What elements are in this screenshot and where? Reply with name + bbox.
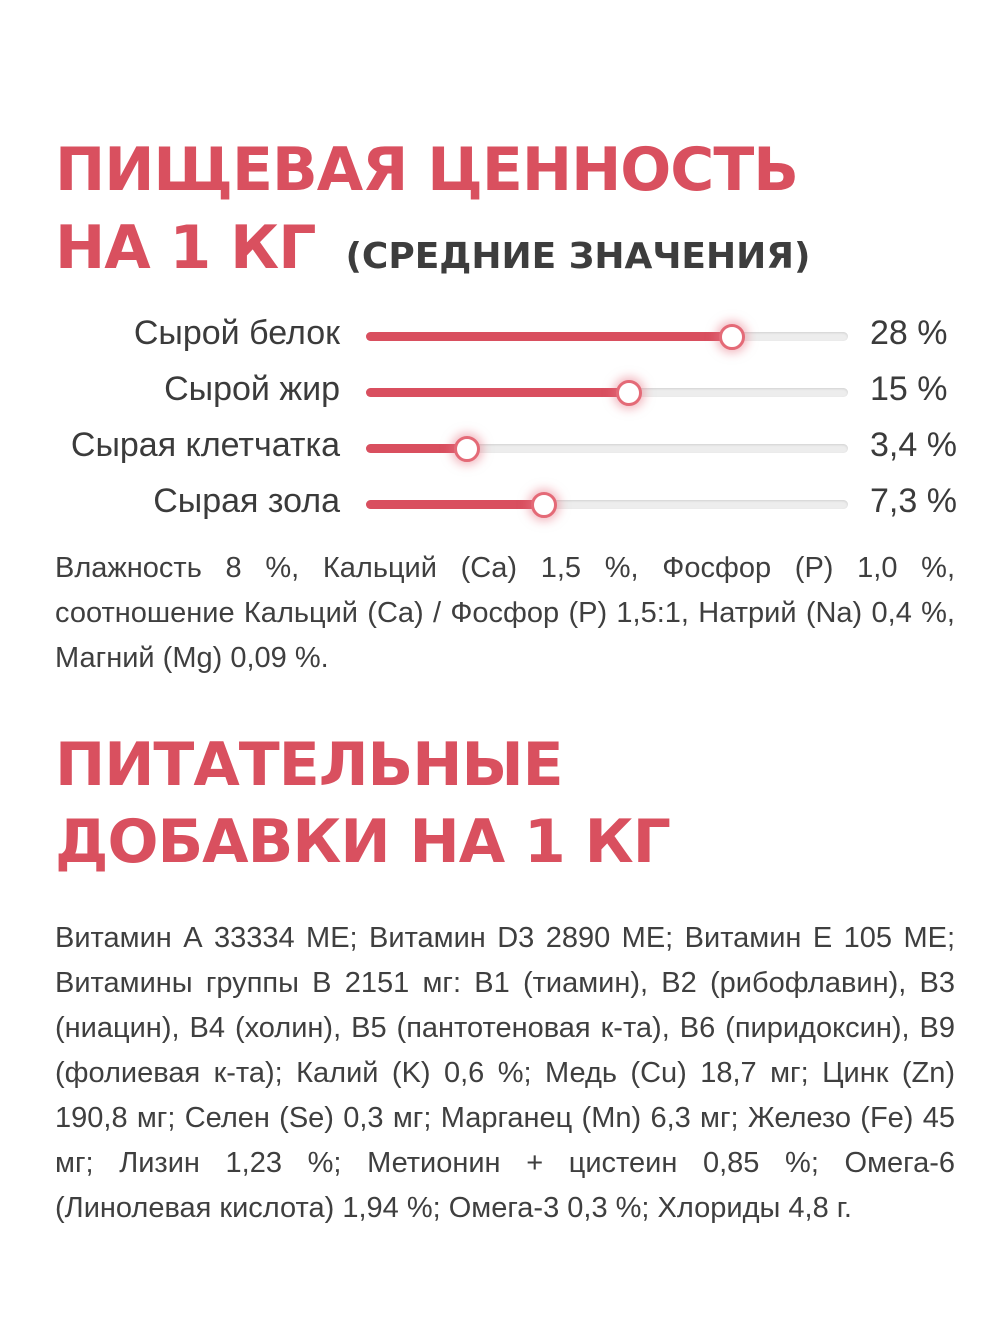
nutrient-slider-track[interactable]: [366, 500, 848, 509]
nutrient-slider-fill: [366, 388, 629, 397]
nutrient-label: Сырая клетчатка: [70, 426, 340, 464]
nutrient-label: Сырая зола: [153, 482, 340, 520]
nutrient-value: 28 %: [870, 314, 948, 352]
nutrient-label: Сырой белок: [133, 314, 340, 352]
section2-title-line1: ПИТАТЕЛЬНЫЕ: [55, 730, 563, 800]
nutrient-sliders: [0, 310, 1000, 534]
nutrient-row-fiber: [0, 422, 1000, 478]
nutrient-value: 3,4 %: [870, 426, 957, 464]
nutrient-slider-knob[interactable]: [616, 380, 642, 406]
section1-title-line2: [55, 213, 811, 283]
section1-subtitle: (СРЕДНИЕ ЗНАЧЕНИЯ): [345, 236, 811, 277]
section2-title-line2: ДОБАВКИ НА 1 КГ: [55, 807, 670, 877]
nutrient-slider-track[interactable]: [366, 388, 848, 397]
nutrient-slider-knob[interactable]: [719, 324, 745, 350]
section1-title-main: НА 1 КГ: [55, 213, 316, 283]
nutrient-row-fat: [0, 366, 1000, 422]
nutrient-value: 15 %: [870, 370, 948, 408]
nutrient-row-protein: [0, 310, 1000, 366]
nutrient-slider-fill: [366, 444, 467, 453]
nutrient-label: Сырой жир: [164, 370, 340, 408]
nutrient-value: 7,3 %: [870, 482, 957, 520]
nutrient-row-ash: [0, 478, 1000, 534]
additives-paragraph: Витамин А 33334 МЕ; Витамин D3 2890 МЕ; Витамин Е 105 МЕ; Витамины группы В 2151 мг: В1 (тиамин), В2 (рибофлавин), В3 (ниацин), В4 (холин), В5 (пантотеновая к-та), В6 (пиридоксин), В9 (фолиевая к-та); Калий (K) 0,6 %; Медь (Cu) 18,7 мг; Цинк (Zn) 190,8 мг; Селен (Se) 0,3 мг; Марганец (Mn) 6,3 мг; Железо (Fe) 45 мг; Лизин 1,23 %; Метионин + цистеин 0,85 %; Омега-6 (Линолевая кислота) 1,94 %; Омега-3 0,3 %; Хлориды 4,8 г.: [55, 922, 955, 1224]
nutrient-slider-knob[interactable]: [531, 492, 557, 518]
nutrient-slider-track[interactable]: [366, 332, 848, 341]
nutrient-slider-track[interactable]: [366, 444, 848, 453]
minerals-paragraph: Влажность 8 %, Кальций (Ca) 1,5 %, Фосфор (P) 1,0 %, соотношение Кальций (Ca) / Фосфор (P) 1,5:1, Натрий (Na) 0,4 %, Магний (Mg) 0,09 %.: [55, 552, 955, 674]
section1-title-line1: ПИЩЕВАЯ ЦЕННОСТЬ: [55, 135, 798, 205]
nutrient-slider-fill: [366, 500, 544, 509]
nutrient-slider-fill: [366, 332, 732, 341]
nutrient-slider-knob[interactable]: [454, 436, 480, 462]
